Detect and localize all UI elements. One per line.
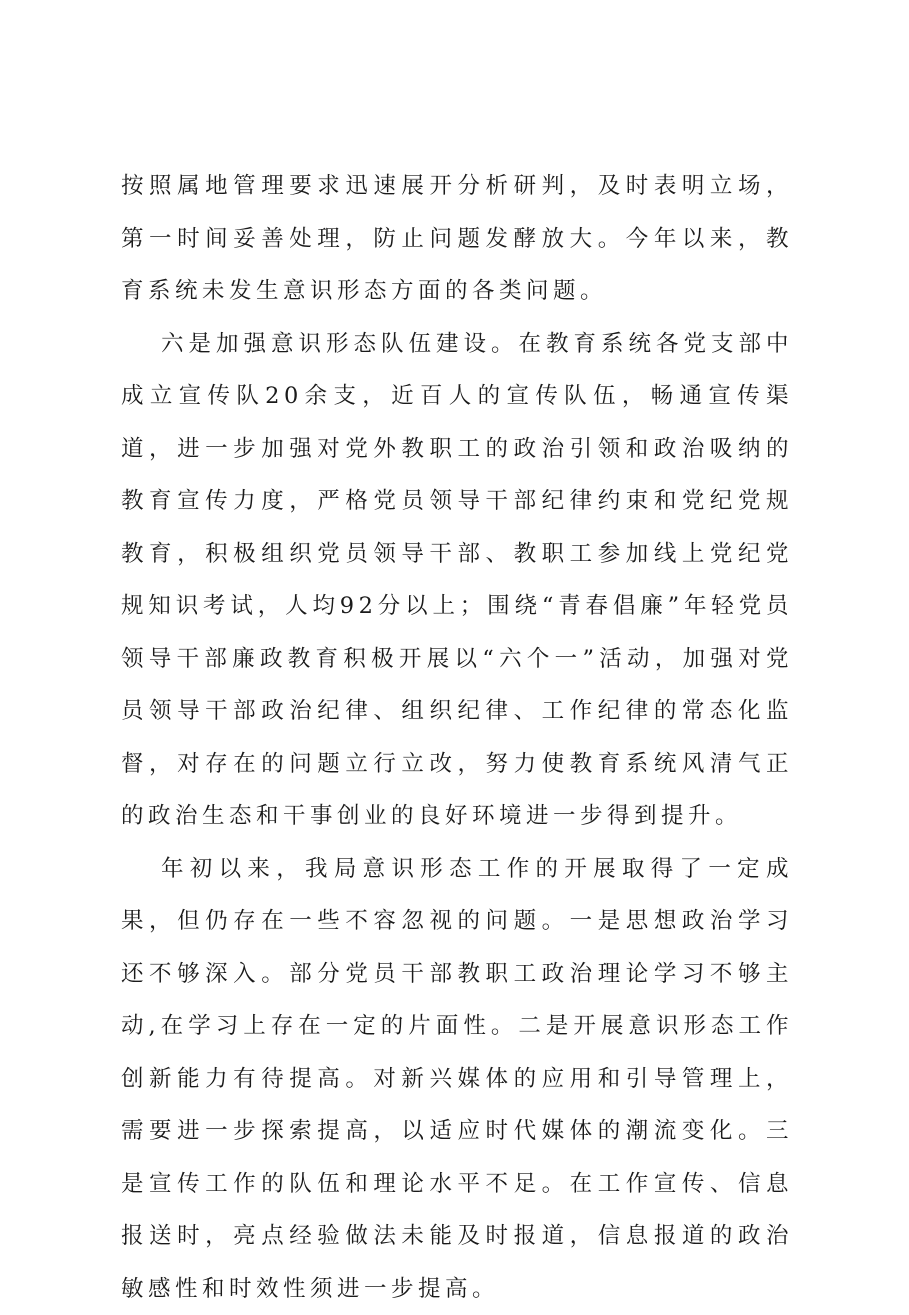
paragraph-problems: 年初以来，我局意识形态工作的开展取得了一定成果，但仍存在一些不容忽视的问题。一是思想政治学习还不够深入。部分党员干部教职工政治理论学习不够主动,在学习上存在一定的片面性。二是开展意识形态工作创新能力有待提高。对新兴媒体的应用和引导管理上，需要进一步探索提高，以适应时代媒体的潮流变化。三是宣传工作的队伍和理论水平不足。在工作宣传、信息报送时，亮点经验做法未能及时报道，信息报道的政治敏感性和时效性须进一步提高。 xyxy=(121,843,793,1315)
paragraph-team-building: 六是加强意识形态队伍建设。在教育系统各党支部中成立宣传队20余支，近百人的宣传队伍，畅通宣传渠道，进一步加强对党外教职工的政治引领和政治吸纳的教育宣传力度，严格党员领导干部纪律约束和党纪党规教育，积极组织党员领导干部、教职工参加线上党纪党规知识考试，人均92分以上；围绕“青春倡廉”年轻党员领导干部廉政教育积极开展以“六个一”活动，加强对党员领导干部政治纪律、组织纪律、工作纪律的常态化监督，对存在的问题立行立改，努力使教育系统风清气正的政治生态和干事创业的良好环境进一步得到提升。 xyxy=(121,318,793,843)
document-body xyxy=(121,160,793,1315)
paragraph-continuation: 按照属地管理要求迅速展开分析研判，及时表明立场，第一时间妥善处理，防止问题发酵放大。今年以来，教育系统未发生意识形态方面的各类问题。 xyxy=(121,160,793,318)
